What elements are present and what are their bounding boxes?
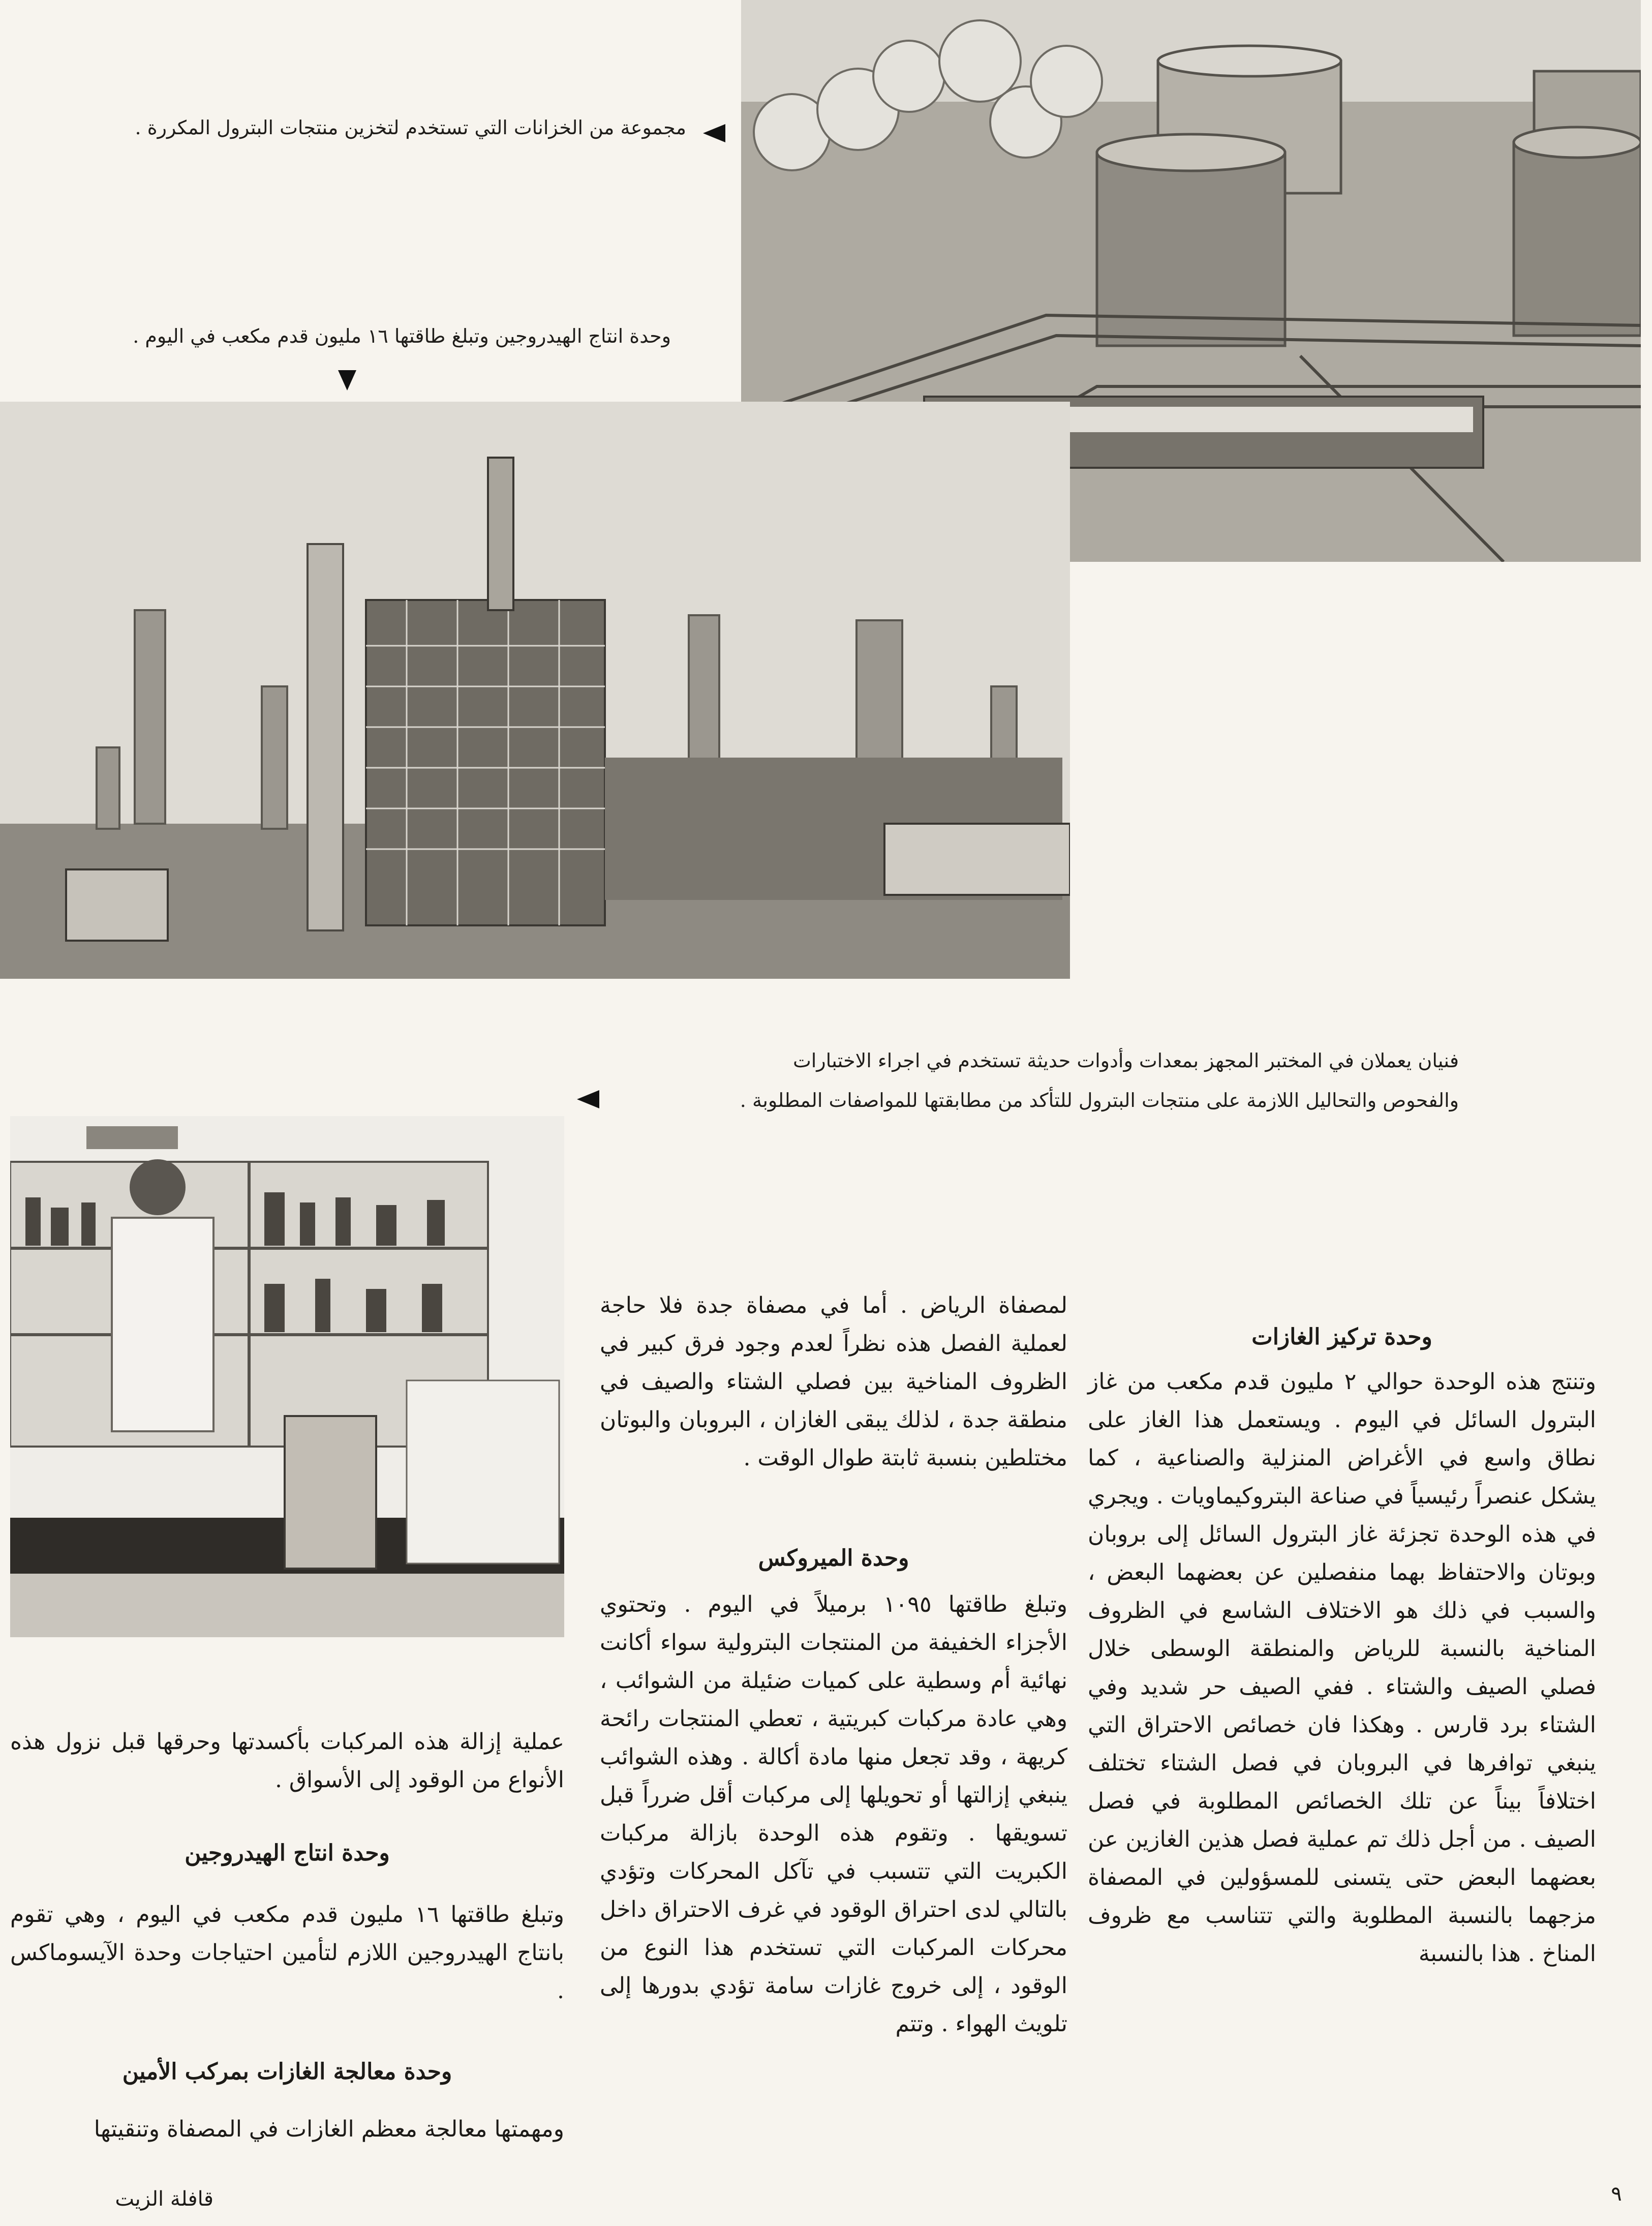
merox-body: وتبلغ طاقتها ١٠٩٥ برميلاً في اليوم . وتحتوي الأجزاء الخفيفة من المنتجات البترولية سواء أكانت نهائية أم وسطية على كميات ضئيلة من الشوائب ، وهي عادة مركبات كبريتية ، تعطي المنتجات رائحة كريهة ، وقد تجعل منها مادة أكالة . وهذه الشوائب ينبغي إزالتها أو تحويلها إلى مركبات أقل ضرراً قبل تسويقها . وتقوم هذه الوحدة بازالة مركبات الكبريت التي تتسبب في تآكل المحركات وتؤدي بالتالي لدى احتراق الوقود في غرف الاحتراق داخل محركات المركبات التي تستخدم هذا النوع من الوقود ، إلى خروج غازات سامة تؤدي بدورها إلى تلويث الهواء . وتتم	[600, 1591, 1067, 2037]
tanks-caption: مجموعة من الخزانات التي تستخدم لتخزين منتجات البترول المكررة .	[135, 116, 686, 139]
lab-caption-line1: فنيان يعملان في المختبر المجهز بمعدات وأدوات حديثة تستخدم في اجراء الاختبارات	[792, 1049, 1459, 1072]
hydrogen-unit-caption: وحدة انتاج الهيدروجين وتبلغ طاقتها ١٦ مليون قدم مكعب في اليوم .	[133, 325, 671, 347]
left-column-intro: عملية إزالة هذه المركبات بأكسدتها وحرقها قبل نزول هذه الأنواع من الوقود إلى الأسواق .	[10, 1729, 564, 1793]
amine-body: ومهمتها معالجة معظم الغازات في المصفاة وتنقيتها	[94, 2116, 564, 2142]
middle-column-intro: لمصفاة الرياض . أما في مصفاة جدة فلا حاجة لعملية الفصل هذه نظراً لعدم وجود فرق كبير في الظروف المناخية بين فصلي الشتاء والصيف في منطقة جدة ، لذلك يبقى الغازان ، البروبان والبوتان مختلطين بنسبة ثابتة طوال الوقت .	[600, 1292, 1067, 1471]
section-heading-amine: وحدة معالجة الغازات بمركب الأمين	[122, 2059, 452, 2085]
hydrogen-body: وتبلغ طاقتها ١٦ مليون قدم مكعب في اليوم ، وهي تقوم بانتاج الهيدروجين اللازم لتأمين احتياجات وحدة الآيسوماكس .	[10, 1902, 564, 2004]
lab-caption-line2: والفحوص والتحاليل اللازمة على منتجات البترول للتأكد من مطابقتها للمواصفات المطلوبة .	[740, 1089, 1459, 1111]
section-heading-gas-concentration: وحدة تركيز الغازات	[1251, 1324, 1432, 1350]
page-number: ٩	[1611, 2182, 1622, 2206]
laboratory-photo	[10, 1116, 564, 1637]
hydrogen-unit-photo	[0, 402, 1070, 979]
section-heading-hydrogen: وحدة انتاج الهيدروجين	[185, 1840, 390, 1866]
section-heading-merox: وحدة الميروكس	[758, 1545, 909, 1571]
caption-pointer-icon	[338, 370, 356, 390]
caption-pointer-icon	[703, 124, 725, 142]
gas-concentration-body: وتنتج هذه الوحدة حوالي ٢ مليون قدم مكعب من غاز البترول السائل في اليوم . ويستعمل هذا الغاز على نطاق واسع في الأغراض المنزلية والصناعية ، كما يشكل عنصراً رئيسياً في صناعة البتروكيماويات . ويجري في هذه الوحدة تجزئة غاز البترول السائل إلى بروبان وبوتان والاحتفاظ بهما منفصلين عن بعضهما البعض ، والسبب في ذلك هو الاختلاف الشاسع في الظروف المناخية بالنسبة للرياض والمنطقة الوسطى خلال فصلي الصيف والشتاء . ففي الصيف حر شديد وفي الشتاء برد قارس . وهكذا فان خصائص الاحتراق التي ينبغي توافرها في البروبان في فصل الشتاء تختلف اختلافاً بيناً عن تلك الخصائص المطلوبة في فصل الصيف . من أجل ذلك تم عملية فصل هذين الغازين عن بعضهما البعض حتى يتسنى للمسؤولين في المصفاة مزجهما بالنسبة المطلوبة والتي تتناسب مع ظروف المناخ . هذا بالنسبة	[1088, 1369, 1596, 1967]
magazine-name: قافلة الزيت	[115, 2187, 213, 2211]
caption-pointer-icon	[577, 1090, 599, 1108]
